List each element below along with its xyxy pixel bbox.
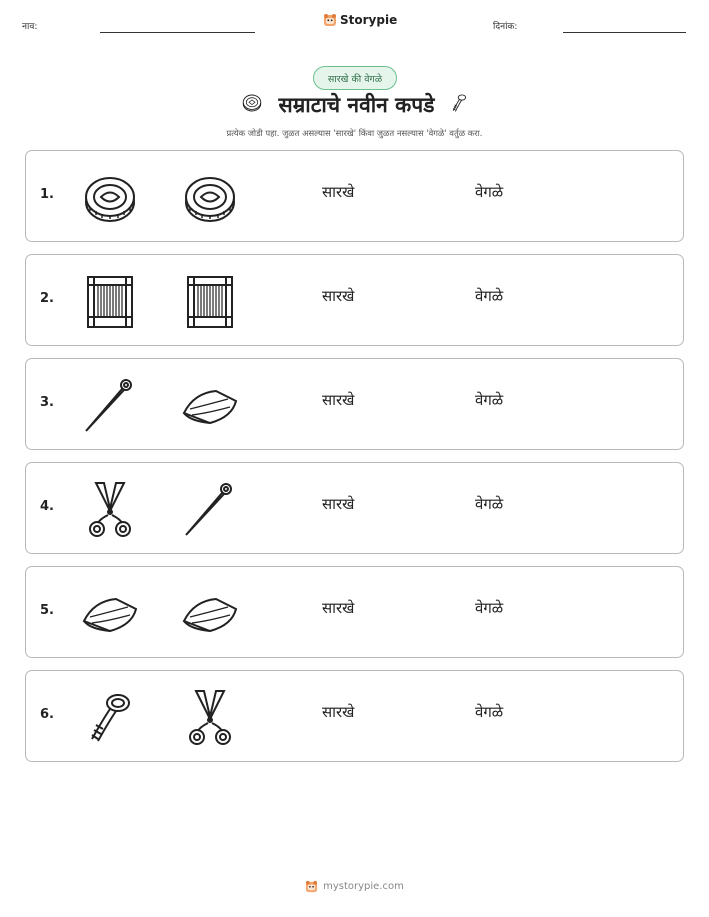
page-title: सम्राटाचे नवीन कपडे — [278, 93, 435, 117]
rope-icon — [448, 90, 470, 120]
name-label: नाव: — [22, 22, 38, 32]
rope-icon — [80, 689, 140, 747]
loom-icon — [80, 273, 140, 331]
same-option[interactable]: सारखे — [322, 287, 355, 305]
cloth-icon — [180, 585, 240, 643]
brand-logo — [323, 13, 397, 27]
different-option[interactable]: वेगळे — [475, 391, 504, 409]
same-option[interactable]: सारखे — [322, 183, 355, 201]
different-option[interactable]: वेगळे — [475, 287, 504, 305]
needle-icon — [180, 481, 240, 539]
pair-row-2 — [25, 254, 684, 346]
coin-icon — [180, 169, 240, 227]
date-label: दिनांक: — [493, 22, 518, 32]
same-option[interactable]: सारखे — [322, 495, 355, 513]
different-option[interactable]: वेगळे — [475, 703, 504, 721]
pair-row-3 — [25, 358, 684, 450]
row-number: 4. — [40, 499, 54, 514]
coin-icon — [80, 169, 140, 227]
row-number: 1. — [40, 187, 54, 202]
name-field-line[interactable] — [100, 32, 255, 33]
pair-row-4 — [25, 462, 684, 554]
storypie-mascot-icon — [323, 13, 337, 27]
title-row — [0, 88, 709, 122]
instructions: प्रत्येक जोडी पहा. जुळत असल्यास 'सारखे' किंवा जुळत नसल्यास 'वेगळे' वर्तुळ करा. — [226, 128, 483, 138]
different-option[interactable]: वेगळे — [475, 183, 504, 201]
scissors-icon — [180, 689, 240, 747]
same-option[interactable]: सारखे — [322, 391, 355, 409]
pair-row-5 — [25, 566, 684, 658]
footer — [0, 880, 709, 893]
pair-row-6 — [25, 670, 684, 762]
cloth-icon — [80, 585, 140, 643]
date-field-line[interactable] — [563, 32, 686, 33]
pair-row-1 — [25, 150, 684, 242]
different-option[interactable]: वेगळे — [475, 495, 504, 513]
coin-icon — [239, 92, 265, 118]
cloth-icon — [180, 377, 240, 435]
same-option[interactable]: सारखे — [322, 703, 355, 721]
row-number: 5. — [40, 603, 54, 618]
needle-icon — [80, 377, 140, 435]
row-number: 3. — [40, 395, 54, 410]
row-number: 6. — [40, 707, 54, 722]
same-option[interactable]: सारखे — [322, 599, 355, 617]
footer-url[interactable]: mystorypie.com — [323, 881, 404, 892]
brand-name: Storypie — [340, 13, 398, 27]
row-number: 2. — [40, 291, 54, 306]
topic-badge: सारखे की वेगळे — [313, 66, 397, 90]
different-option[interactable]: वेगळे — [475, 599, 504, 617]
storypie-mascot-icon — [305, 880, 318, 893]
loom-icon — [180, 273, 240, 331]
scissors-icon — [80, 481, 140, 539]
